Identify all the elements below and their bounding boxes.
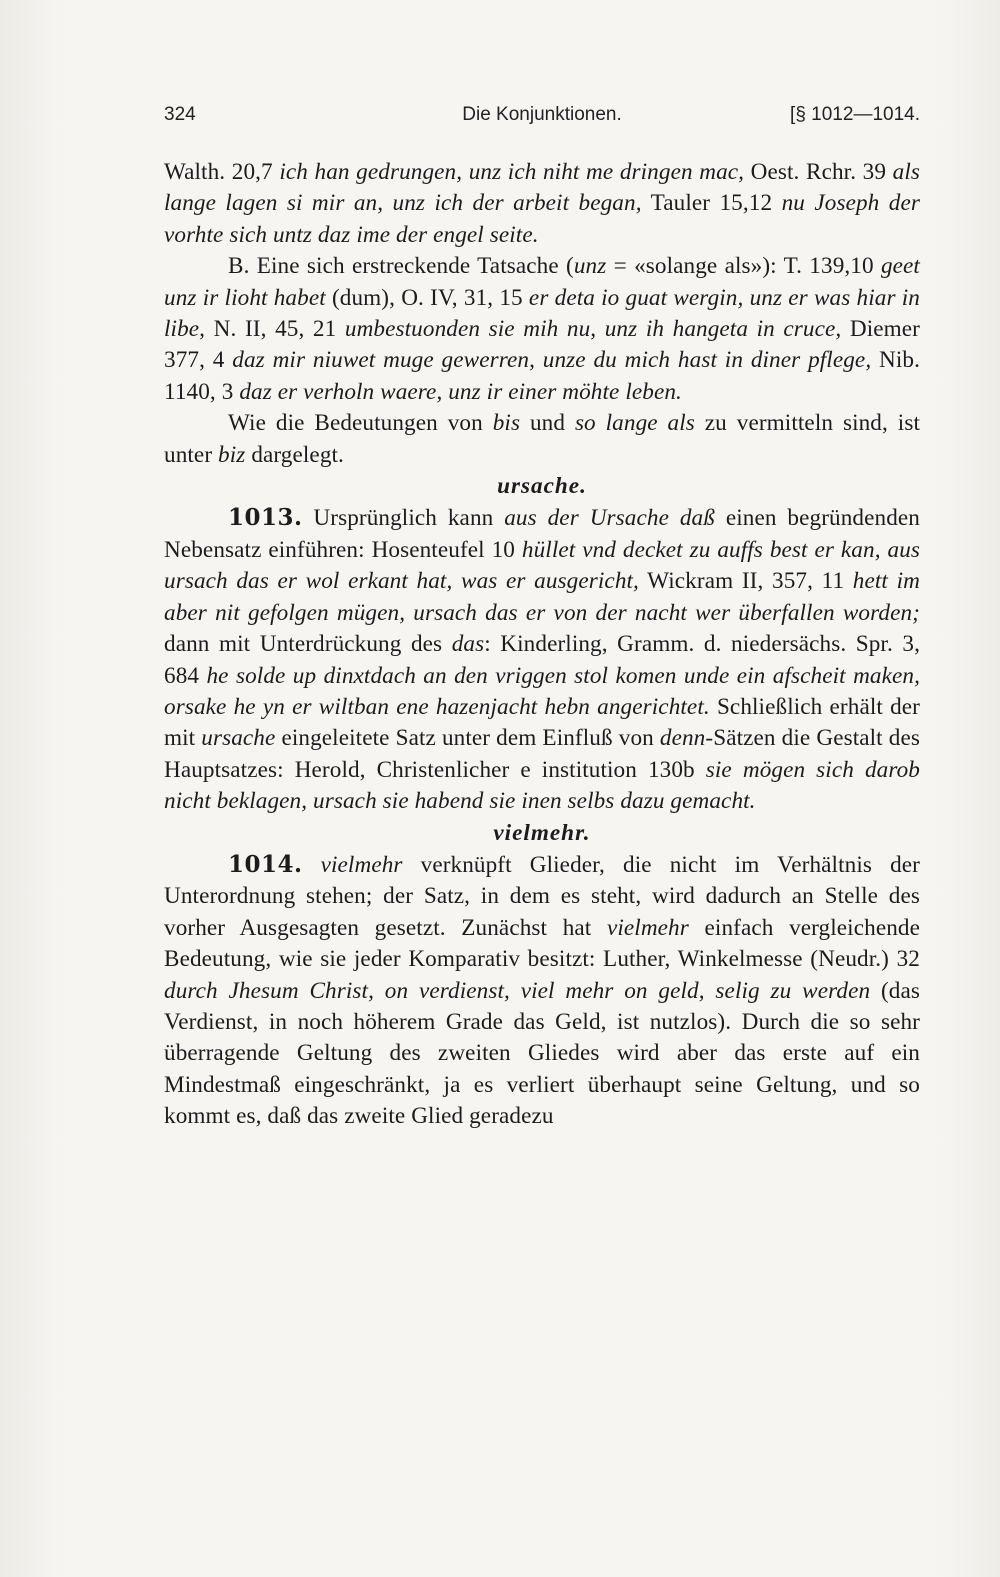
running-header [164,104,920,128]
section-range: [§ 1012—1014. [790,104,920,125]
page-number: 324 [164,104,196,125]
section-heading-ursache: ursache. [497,473,587,500]
section-number-1014: 1014. [228,850,303,878]
section-heading-vielmehr: vielmehr. [493,819,591,846]
paragraph-1014: 1014. vielmehr verknüpft Glieder, die nicht im Verhältnis der Unterordnung stehen; der Satz, in dem es steht, wird dadurch an Stelle des vorher Ausgesagten gesetzt. Zunächst hat vielmehr einfach vergleichende Bedeutung, wie sie jeder Komparativ besitzt: Luther, Winkelmesse (Neudr.) 32 durch Jhesum Christ, on verdienst, viel mehr on geld, selig zu werden (das Verdienst, in noch höherem Grade das Geld, ist nutzlos). Durch die so sehr überragende Geltung des zweiten Gliedes wird aber das erste auf ein Mindestmaß eingeschränkt, ja es verliert überhaupt seine Geltung, und so kommt es, daß das zweite Glied geradezu [164,850,920,1130]
paragraph-b-unz: B. Eine sich erstreckende Tatsache (unz = «solange als»): T. 139,10 geet unz ir lioht habet (dum), O. IV, 31, 15 er deta io guat wergin, unz er was hiar in libe, N. II, 45, 21 umbestuonden sie mih nu, unz ih hangeta in cruce, Diemer 377, 4 daz mir niuwet muge gewerren, unze du mich hast in diner pflege, Nib. 1140, 3 daz er verholn waere, unz ir einer möhte leben. [164,253,921,405]
paragraph-citations-unz: Walth. 20,7 ich han gedrungen, unz ich niht me dringen mac, Oest. Rchr. 39 als lange lagen si mir an, unz ich der arbeit began, Tauler 15,12 nu Joseph der vorhte sich untz daz ime der engel seite. [164,159,920,248]
section-number-1013: 1013. [228,504,303,532]
body-text [164,157,920,1133]
running-title: Die Konjunktionen. [462,104,622,125]
paragraph-1013: 1013. Ursprünglich kann aus der Ursache daß einen begründenden Nebensatz einführen: Hosenteufel 10 hüllet vnd decket zu auffs best er kan, aus ursach das er wol erkant hat, was er ausgericht, Wickram II, 357, 11 hett im aber nit gefolgen mügen, ursach das er von der nacht wer überfallen worden; dann mit Unterdrückung des das: Kinderling, Gramm. d. niedersächs. Spr. 3, 684 he solde up dinxtdach an den vriggen stol komen unde ein afscheit maken, orsake he yn er wiltban ene hazenjacht hebn angerichtet. Schließlich erhält der mit ursache eingeleitete Satz unter dem Einfluß von denn-Sätzen die Gestalt des Hauptsatzes: Herold, Christenlicher e institution 130b sie mögen sich darob nicht beklagen, ursach sie habend sie inen selbs dazu gemacht. [164,504,921,815]
paragraph-bis-note: Wie die Bedeutungen von bis und so lange als zu vermitteln sind, ist unter biz dargelegt. [164,410,920,468]
